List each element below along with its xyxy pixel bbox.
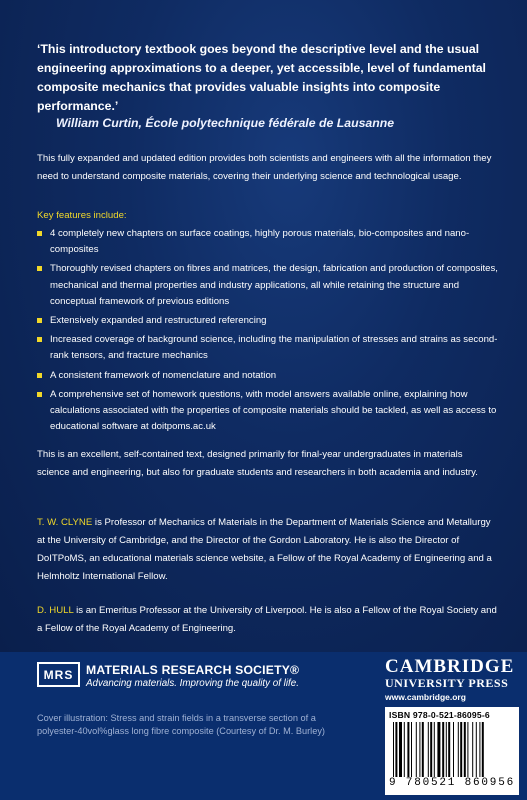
- author-bio-clyne: [37, 514, 499, 586]
- intro-paragraph: This fully expanded and updated edition provides both scientists and engineers with all the information they need to understand composite materials, covering their underlying science and technological usage.: [37, 153, 492, 182]
- bullet-icon: [37, 337, 42, 342]
- author-bio-hull: [37, 602, 499, 638]
- mrs-name: MATERIALS RESEARCH SOCIETY®: [86, 663, 300, 677]
- list-item: [37, 332, 499, 364]
- barcode-bars: [393, 722, 511, 777]
- author-bio-text: is an Emeritus Professor at the University of Liverpool. He is also a Fellow of the Royal Society and a Fellow of the Royal Academy of Engineering.: [37, 605, 497, 634]
- mrs-tagline: Advancing materials. Improving the quality of life.: [86, 678, 299, 689]
- author-name: T. W. CLYNE: [37, 517, 93, 528]
- publisher-url: www.cambridge.org: [385, 692, 466, 702]
- publisher-name: CAMBRIDGE: [385, 656, 515, 677]
- list-item-text: 4 completely new chapters on surface coatings, highly porous materials, bio-composites and nano-composites: [50, 228, 470, 256]
- mrs-logo: MRS: [37, 662, 80, 687]
- list-item: [37, 226, 499, 258]
- bullet-icon: [37, 373, 42, 378]
- list-item-text: Extensively expanded and restructured referencing: [50, 315, 267, 327]
- list-item-text: Increased coverage of background science, including the manipulation of stresses and strains as second-rank tensors, and fracture mechanics: [50, 334, 498, 362]
- list-item-text: A consistent framework of nomenclature and notation: [50, 369, 277, 381]
- key-features-list: [37, 226, 499, 438]
- list-item: [37, 387, 499, 436]
- barcode: [385, 707, 519, 795]
- author-bio-text: is Professor of Mechanics of Materials in the Department of Materials Science and Metallurgy at the University of Cambridge, and the Director of the Gordon Laboratory. He is also the Director of DoITPoMS, an educational materials science website, a Fellow of the Royal Academy of Engineering and a Helmholtz International Fellow.: [37, 517, 492, 582]
- quote-author: William Curtin, École polytechnique fédérale de Lausanne: [56, 116, 395, 130]
- key-features-title: Key features include:: [37, 210, 127, 221]
- isbn-number: ISBN 978-0-521-86095-6: [389, 710, 490, 720]
- publisher-subtitle: UNIVERSITY PRESS: [385, 676, 509, 690]
- list-item-text: Thoroughly revised chapters on fibres and matrices, the design, fabrication and production of composites, mechanical and thermal properties and industry applications, all while retaining the structure and conceptual framework of previous editions: [50, 263, 498, 307]
- bullet-icon: [37, 392, 42, 397]
- list-item-text: A comprehensive set of homework questions, with model answers available online, explaining how calculations associated with the properties of composite materials should be tackled, as well as access to educational software at doitpoms.ac.uk: [50, 388, 497, 433]
- bullet-icon: [37, 266, 42, 271]
- list-item: [37, 261, 499, 310]
- barcode-digits: 9 780521 860956: [388, 777, 516, 789]
- list-item: [37, 368, 499, 384]
- endorsement-quote: ‘This introductory textbook goes beyond the descriptive level and the usual engineering approximations to a deeper, yet accessible, level of fundamental composite mechanics that provides valuable insights into composite performance.’: [37, 42, 486, 113]
- cover-illustration-credit: Cover illustration: Stress and strain fields in a transverse section of a polyester-40vol%glass long fibre composite (Courtesy of Dr. M. Burley): [37, 713, 325, 736]
- bullet-icon: [37, 318, 42, 323]
- author-name: D. HULL: [37, 605, 74, 616]
- list-item: [37, 313, 499, 329]
- audience-paragraph: This is an excellent, self-contained text, designed primarily for final-year undergraduates in materials science and engineering, but also for graduate students and researchers in both academia and industry.: [37, 449, 478, 478]
- bullet-icon: [37, 231, 42, 236]
